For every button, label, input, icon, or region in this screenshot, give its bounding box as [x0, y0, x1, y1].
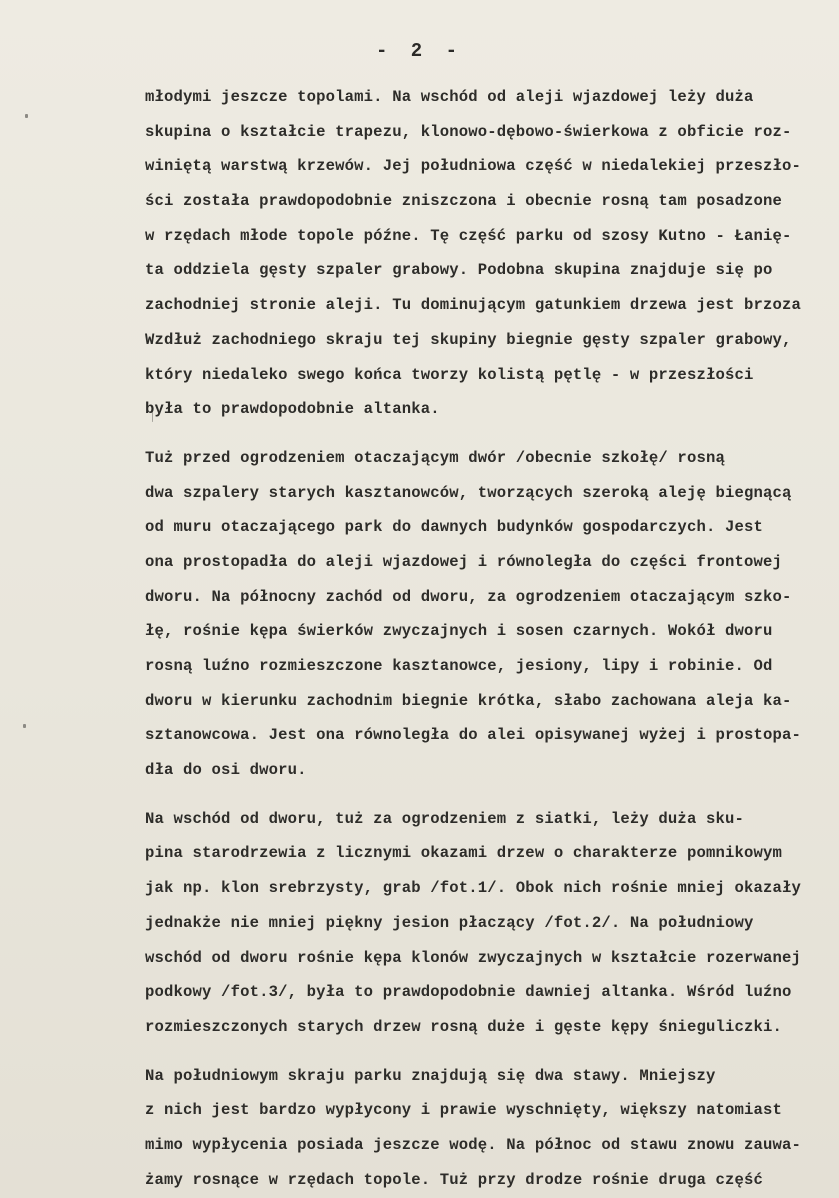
text-line: rosną luźno rozmieszczone kasztanowce, jesiony, lipy i robinie. Od: [145, 657, 773, 675]
text-line: pina starodrzewia z licznymi okazami drzew o charakterze pomnikowym: [145, 844, 783, 863]
text-line: dworu. Na północny zachód od dworu, za ogrodzeniem otaczającym szko-: [145, 587, 792, 606]
text-line: żamy rosnące w rzędach topole. Tuż przy drodze rośnie druga część: [145, 1170, 764, 1189]
text-line: jednakże nie mniej piękny jesion płaczący /fot.2/. Na południowy: [145, 913, 754, 932]
text-line: jak np. klon srebrzysty, grab /fot.1/. Obok nich rośnie mniej okazały: [145, 879, 802, 898]
paragraph: [145, 441, 815, 788]
paragraph-gap: [145, 427, 815, 441]
body-text: [145, 80, 815, 1197]
paragraph: [145, 1059, 815, 1198]
text-line: wschód od dworu rośnie kępa klonów zwyczajnych w kształcie rozerwanej: [145, 948, 802, 967]
text-line: ta oddziela gęsty szpaler grabowy. Podobna skupina znajduje się po: [145, 261, 773, 280]
text-line: młodymi jeszcze topolami. Na wschód od aleji wjazdowej leży duża: [145, 88, 754, 106]
text-line: łę, rośnie kępa świerków zwyczajnych i sosen czarnych. Wokół dworu: [145, 622, 773, 641]
text-line: ona prostopadła do aleji wjazdowej i równoległa do części frontowej: [145, 552, 783, 571]
paragraph-gap: [145, 1045, 815, 1059]
text-line: dwa szpalery starych kasztanowców, tworzących szeroką aleję biegnącą: [145, 483, 792, 502]
text-line: w rzędach młode topole późne. Tę część parku od szosy Kutno - Łanię-: [145, 226, 792, 245]
text-line: dworu w kierunku zachodnim biegnie krótka, słabo zachowana aleja ka-: [145, 691, 792, 710]
text-line: podkowy /fot.3/, była to prawdopodobnie dawniej altanka. Wśród luźno: [145, 983, 792, 1002]
text-line: który niedaleko swego końca tworzy kolistą pętlę - w przeszłości: [145, 365, 754, 384]
text-line: dła do osi dworu.: [145, 761, 307, 780]
text-line: była to prawdopodobnie altanka.: [145, 400, 440, 419]
paper-speck: [23, 724, 26, 728]
text-line: z nich jest bardzo wypłycony i prawie wyschnięty, większy natomiast: [145, 1101, 783, 1120]
text-line: ści została prawdopodobnie zniszczona i obecnie rosną tam posadzone: [145, 192, 783, 211]
text-line: Wzdłuż zachodniego skraju tej skupiny biegnie gęsty szpaler grabowy,: [145, 330, 792, 349]
text-line: rozmieszczonych starych drzew rosną duże i gęste kępy śnieguliczki.: [145, 1017, 783, 1036]
text-line: zachodniej stronie aleji. Tu dominującym gatunkiem drzewa jest brzoza: [145, 296, 802, 315]
text-line: Na wschód od dworu, tuż za ogrodzeniem z siatki, leży duża sku-: [145, 809, 744, 828]
text-line: sztanowcowa. Jest ona równoległa do alei opisywanej wyżej i prostopa-: [145, 726, 802, 745]
paper-speck: [25, 114, 28, 118]
paragraph: [145, 802, 815, 1045]
text-line: od muru otaczającego park do dawnych budynków gospodarczych. Jest: [145, 518, 764, 537]
text-line: winiętą warstwą krzewów. Jej południowa część w niedalekiej przeszło-: [145, 157, 802, 176]
page-number: - 2 -: [375, 40, 463, 62]
paragraph: [145, 80, 815, 427]
text-line: Tuż przed ogrodzeniem otaczającym dwór /obecnie szkołę/ rosną: [145, 448, 725, 467]
text-line: Na południowym skraju parku znajdują się dwa stawy. Mniejszy: [145, 1066, 716, 1085]
text-line: skupina o kształcie trapezu, klonowo-dębowo-świerkowa z obficie roz-: [145, 122, 792, 141]
paragraph-gap: [145, 788, 815, 802]
text-line: mimo wypłycenia posiada jeszcze wodę. Na północ od stawu znowu zauwa-: [145, 1135, 802, 1154]
